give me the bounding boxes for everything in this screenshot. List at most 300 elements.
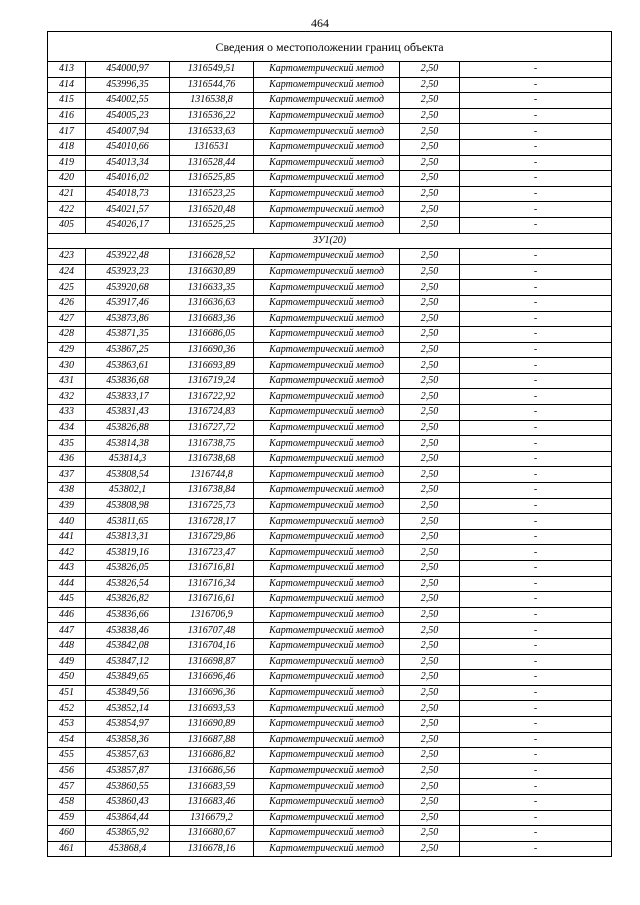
point-number: 452 [48,701,86,717]
accuracy-cell: 2,50 [400,358,460,374]
coordinate-y: 1316525,25 [170,217,254,233]
table-row [48,841,612,857]
point-number: 415 [48,93,86,109]
accuracy-cell: 2,50 [400,124,460,140]
coordinate-x: 453838,46 [86,623,170,639]
point-number: 449 [48,654,86,670]
method-cell: Картометрический метод [254,732,400,748]
coordinate-x: 453873,86 [86,311,170,327]
point-number: 414 [48,77,86,93]
method-cell: Картометрический метод [254,498,400,514]
point-number: 453 [48,716,86,732]
description-cell: - [460,701,612,717]
point-number: 455 [48,748,86,764]
method-cell: Картометрический метод [254,545,400,561]
coordinate-x: 454026,17 [86,217,170,233]
description-cell: - [460,342,612,358]
accuracy-cell: 2,50 [400,405,460,421]
description-cell: - [460,514,612,530]
coordinate-x: 453849,65 [86,670,170,686]
point-number: 458 [48,794,86,810]
table-header-row [48,32,612,62]
point-number: 430 [48,358,86,374]
coordinate-y: 1316696,46 [170,670,254,686]
coordinate-y: 1316630,89 [170,264,254,280]
accuracy-cell: 2,50 [400,280,460,296]
coordinate-x: 454005,23 [86,108,170,124]
coordinate-y: 1316722,92 [170,389,254,405]
method-cell: Картометрический метод [254,77,400,93]
accuracy-cell: 2,50 [400,108,460,124]
accuracy-cell: 2,50 [400,841,460,857]
coordinate-y: 1316729,86 [170,529,254,545]
coordinate-x: 453819,16 [86,545,170,561]
point-number: 446 [48,607,86,623]
coordinate-x: 453923,23 [86,264,170,280]
accuracy-cell: 2,50 [400,670,460,686]
point-number: 431 [48,373,86,389]
method-cell: Картометрический метод [254,249,400,265]
point-number: 434 [48,420,86,436]
accuracy-cell: 2,50 [400,607,460,623]
coordinate-x: 453868,4 [86,841,170,857]
description-cell: - [460,186,612,202]
method-cell: Картометрический метод [254,561,400,577]
table-row [48,155,612,171]
method-cell: Картометрический метод [254,327,400,343]
table-row [48,405,612,421]
table-row [48,638,612,654]
coordinate-x: 453831,43 [86,405,170,421]
method-cell: Картометрический метод [254,280,400,296]
method-cell: Картометрический метод [254,108,400,124]
table-row [48,295,612,311]
coordinate-y: 1316633,35 [170,280,254,296]
description-cell: - [460,373,612,389]
coordinate-y: 1316738,68 [170,451,254,467]
coordinate-y: 1316523,25 [170,186,254,202]
coordinate-y: 1316696,36 [170,685,254,701]
method-cell: Картометрический метод [254,217,400,233]
point-number: 444 [48,576,86,592]
description-cell: - [460,77,612,93]
description-cell: - [460,607,612,623]
coordinate-x: 453920,68 [86,280,170,296]
description-cell: - [460,685,612,701]
point-number: 413 [48,62,86,78]
accuracy-cell: 2,50 [400,467,460,483]
page-number: 464 [311,16,329,30]
coordinate-x: 453852,14 [86,701,170,717]
method-cell: Картометрический метод [254,763,400,779]
method-cell: Картометрический метод [254,264,400,280]
table-row [48,62,612,78]
accuracy-cell: 2,50 [400,373,460,389]
coordinate-y: 1316533,63 [170,124,254,140]
description-cell: - [460,217,612,233]
method-cell: Картометрический метод [254,779,400,795]
point-number: 418 [48,139,86,155]
accuracy-cell: 2,50 [400,62,460,78]
description-cell: - [460,732,612,748]
coordinate-x: 453863,61 [86,358,170,374]
table-row [48,327,612,343]
coordinate-x: 454002,55 [86,93,170,109]
table-row [48,654,612,670]
coordinate-x: 453836,68 [86,373,170,389]
description-cell: - [460,763,612,779]
accuracy-cell: 2,50 [400,748,460,764]
point-number: 423 [48,249,86,265]
coordinate-x: 453858,36 [86,732,170,748]
coordinate-x: 454007,94 [86,124,170,140]
coordinate-y: 1316686,82 [170,748,254,764]
coordinate-y: 1316723,47 [170,545,254,561]
description-cell: - [460,295,612,311]
method-cell: Картометрический метод [254,638,400,654]
section-label: ЗУ1(20) [48,233,612,249]
point-number: 456 [48,763,86,779]
coordinate-x: 454010,66 [86,139,170,155]
table-row [48,171,612,187]
coordinate-y: 1316690,89 [170,716,254,732]
coordinate-y: 1316716,34 [170,576,254,592]
coordinate-x: 453857,87 [86,763,170,779]
accuracy-cell: 2,50 [400,561,460,577]
point-number: 428 [48,327,86,343]
description-cell: - [460,576,612,592]
accuracy-cell: 2,50 [400,810,460,826]
coordinate-y: 1316536,22 [170,108,254,124]
description-cell: - [460,483,612,499]
table-row [48,311,612,327]
description-cell: - [460,93,612,109]
table-row [48,826,612,842]
coordinate-y: 1316686,56 [170,763,254,779]
coordinate-y: 1316724,83 [170,405,254,421]
point-number: 459 [48,810,86,826]
method-cell: Картометрический метод [254,295,400,311]
description-cell: - [460,529,612,545]
table-row [48,202,612,218]
accuracy-cell: 2,50 [400,436,460,452]
point-number: 454 [48,732,86,748]
point-number: 450 [48,670,86,686]
coordinate-x: 454013,34 [86,155,170,171]
point-number: 439 [48,498,86,514]
coordinate-y: 1316716,61 [170,592,254,608]
description-cell: - [460,810,612,826]
method-cell: Картометрический метод [254,62,400,78]
coordinate-x: 454000,97 [86,62,170,78]
method-cell: Картометрический метод [254,93,400,109]
accuracy-cell: 2,50 [400,545,460,561]
accuracy-cell: 2,50 [400,732,460,748]
point-number: 437 [48,467,86,483]
method-cell: Картометрический метод [254,467,400,483]
table-row [48,685,612,701]
point-number: 405 [48,217,86,233]
coordinate-x: 453814,3 [86,451,170,467]
table-row [48,483,612,499]
method-cell: Картометрический метод [254,373,400,389]
coordinate-y: 1316687,88 [170,732,254,748]
table-row [48,420,612,436]
coordinate-y: 1316520,48 [170,202,254,218]
table-row [48,779,612,795]
description-cell: - [460,794,612,810]
coordinate-x: 453849,56 [86,685,170,701]
table-row [48,670,612,686]
coordinate-y: 1316528,44 [170,155,254,171]
table-row [48,389,612,405]
coordinate-x: 453842,08 [86,638,170,654]
method-cell: Картометрический метод [254,155,400,171]
description-cell: - [460,264,612,280]
description-cell: - [460,670,612,686]
accuracy-cell: 2,50 [400,623,460,639]
point-number: 427 [48,311,86,327]
table-row [48,467,612,483]
table-row [48,732,612,748]
coordinate-x: 453808,54 [86,467,170,483]
point-number: 416 [48,108,86,124]
method-cell: Картометрический метод [254,826,400,842]
accuracy-cell: 2,50 [400,327,460,343]
table-row [48,264,612,280]
coordinate-x: 453860,43 [86,794,170,810]
coordinate-y: 1316544,76 [170,77,254,93]
table-header: Сведения о местоположении границ объекта [48,32,612,62]
coordinate-x: 453814,38 [86,436,170,452]
point-number: 447 [48,623,86,639]
point-number: 457 [48,779,86,795]
description-cell: - [460,654,612,670]
accuracy-cell: 2,50 [400,685,460,701]
accuracy-cell: 2,50 [400,716,460,732]
accuracy-cell: 2,50 [400,420,460,436]
coordinate-y: 1316549,51 [170,62,254,78]
table-row [48,451,612,467]
method-cell: Картометрический метод [254,436,400,452]
table-row [48,794,612,810]
description-cell: - [460,202,612,218]
point-number: 448 [48,638,86,654]
coordinate-x: 453854,97 [86,716,170,732]
description-cell: - [460,592,612,608]
point-number: 443 [48,561,86,577]
table-row [48,373,612,389]
section-row [48,233,612,249]
method-cell: Картометрический метод [254,701,400,717]
table-row [48,77,612,93]
method-cell: Картометрический метод [254,794,400,810]
description-cell: - [460,498,612,514]
accuracy-cell: 2,50 [400,155,460,171]
point-number: 429 [48,342,86,358]
coordinate-y: 1316719,24 [170,373,254,389]
table-row [48,748,612,764]
method-cell: Картометрический метод [254,841,400,857]
description-cell: - [460,327,612,343]
coordinate-y: 1316698,87 [170,654,254,670]
method-cell: Картометрический метод [254,670,400,686]
table-row [48,93,612,109]
coordinate-x: 453826,54 [86,576,170,592]
coordinate-x: 453867,25 [86,342,170,358]
coordinate-y: 1316636,63 [170,295,254,311]
accuracy-cell: 2,50 [400,93,460,109]
accuracy-cell: 2,50 [400,826,460,842]
method-cell: Картометрический метод [254,358,400,374]
method-cell: Картометрический метод [254,810,400,826]
table-row [48,763,612,779]
method-cell: Картометрический метод [254,529,400,545]
description-cell: - [460,841,612,857]
method-cell: Картометрический метод [254,311,400,327]
accuracy-cell: 2,50 [400,264,460,280]
accuracy-cell: 2,50 [400,701,460,717]
coordinate-x: 453996,35 [86,77,170,93]
coordinate-x: 453811,65 [86,514,170,530]
description-cell: - [460,748,612,764]
method-cell: Картометрический метод [254,451,400,467]
accuracy-cell: 2,50 [400,186,460,202]
description-cell: - [460,545,612,561]
method-cell: Картометрический метод [254,202,400,218]
point-number: 433 [48,405,86,421]
coordinate-y: 1316693,53 [170,701,254,717]
description-cell: - [460,561,612,577]
table-row [48,592,612,608]
coordinate-x: 453826,88 [86,420,170,436]
point-number: 421 [48,186,86,202]
table-row [48,139,612,155]
coordinate-x: 453922,48 [86,249,170,265]
coordinate-y: 1316683,59 [170,779,254,795]
accuracy-cell: 2,50 [400,763,460,779]
accuracy-cell: 2,50 [400,514,460,530]
point-number: 451 [48,685,86,701]
coordinate-x: 453864,44 [86,810,170,826]
coordinate-y: 1316738,75 [170,436,254,452]
table-row [48,108,612,124]
coordinate-y: 1316693,89 [170,358,254,374]
description-cell: - [460,436,612,452]
table-row [48,545,612,561]
method-cell: Картометрический метод [254,405,400,421]
method-cell: Картометрический метод [254,592,400,608]
point-number: 460 [48,826,86,842]
point-number: 438 [48,483,86,499]
accuracy-cell: 2,50 [400,794,460,810]
coordinate-y: 1316683,46 [170,794,254,810]
coordinate-x: 453865,92 [86,826,170,842]
coordinate-x: 453833,17 [86,389,170,405]
description-cell: - [460,779,612,795]
coordinate-y: 1316538,8 [170,93,254,109]
point-number: 422 [48,202,86,218]
accuracy-cell: 2,50 [400,139,460,155]
coordinate-y: 1316628,52 [170,249,254,265]
accuracy-cell: 2,50 [400,451,460,467]
accuracy-cell: 2,50 [400,389,460,405]
coordinate-y: 1316683,36 [170,311,254,327]
point-number: 441 [48,529,86,545]
table-row [48,217,612,233]
point-number: 417 [48,124,86,140]
accuracy-cell: 2,50 [400,576,460,592]
description-cell: - [460,716,612,732]
accuracy-cell: 2,50 [400,654,460,670]
coordinate-y: 1316725,73 [170,498,254,514]
method-cell: Картометрический метод [254,654,400,670]
point-number: 440 [48,514,86,530]
method-cell: Картометрический метод [254,139,400,155]
coordinate-y: 1316704,16 [170,638,254,654]
coordinate-x: 453847,12 [86,654,170,670]
coordinate-x: 453826,82 [86,592,170,608]
description-cell: - [460,139,612,155]
method-cell: Картометрический метод [254,342,400,358]
coordinate-y: 1316744,8 [170,467,254,483]
accuracy-cell: 2,50 [400,171,460,187]
coordinate-y: 1316727,72 [170,420,254,436]
point-number: 424 [48,264,86,280]
table-row [48,358,612,374]
method-cell: Картометрический метод [254,124,400,140]
coordinate-x: 453826,05 [86,561,170,577]
point-number: 419 [48,155,86,171]
point-number: 426 [48,295,86,311]
table-row [48,623,612,639]
table-row [48,498,612,514]
coordinate-x: 453813,31 [86,529,170,545]
coordinate-x: 453871,35 [86,327,170,343]
coordinate-y: 1316531 [170,139,254,155]
description-cell: - [460,171,612,187]
coordinate-x: 454016,02 [86,171,170,187]
table-row [48,436,612,452]
method-cell: Картометрический метод [254,389,400,405]
method-cell: Картометрический метод [254,483,400,499]
description-cell: - [460,311,612,327]
description-cell: - [460,389,612,405]
coordinate-y: 1316679,2 [170,810,254,826]
accuracy-cell: 2,50 [400,77,460,93]
description-cell: - [460,467,612,483]
description-cell: - [460,108,612,124]
point-number: 425 [48,280,86,296]
accuracy-cell: 2,50 [400,217,460,233]
method-cell: Картометрический метод [254,623,400,639]
point-number: 435 [48,436,86,452]
accuracy-cell: 2,50 [400,202,460,218]
description-cell: - [460,155,612,171]
accuracy-cell: 2,50 [400,529,460,545]
boundary-coordinates-table [47,31,612,857]
accuracy-cell: 2,50 [400,638,460,654]
accuracy-cell: 2,50 [400,342,460,358]
table-row [48,701,612,717]
coordinate-x: 453857,63 [86,748,170,764]
accuracy-cell: 2,50 [400,249,460,265]
coordinate-y: 1316738,84 [170,483,254,499]
method-cell: Картометрический метод [254,186,400,202]
method-cell: Картометрический метод [254,420,400,436]
coordinate-x: 453917,46 [86,295,170,311]
point-number: 420 [48,171,86,187]
